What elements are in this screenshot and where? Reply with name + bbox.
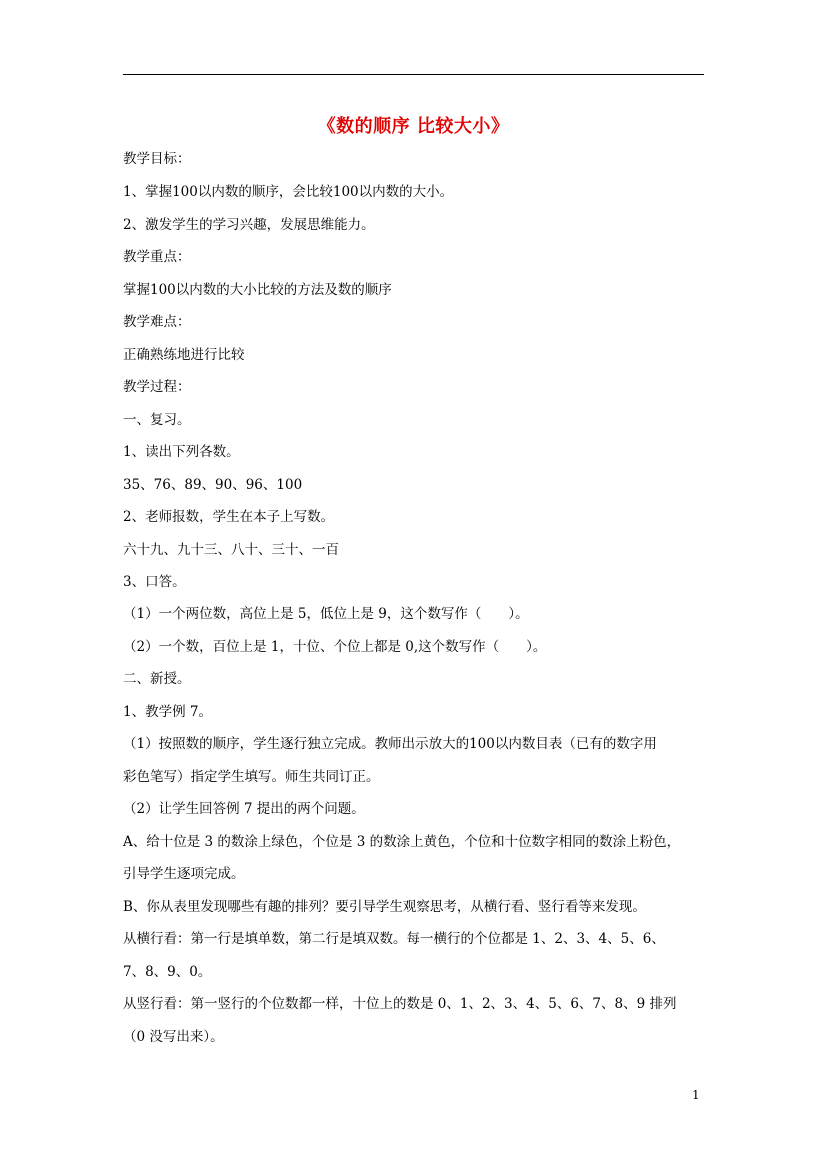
text-line: （2）一个数，百位上是 1，十位、个位上都是 0,这个数写作（ ）。: [123, 639, 547, 655]
page-number: 1: [692, 1088, 700, 1102]
text-line: 一、复习。: [123, 412, 191, 428]
text-line: 3、口答。: [123, 574, 186, 590]
text-line: 彩色笔写）指定学生填写。师生共同订正。: [123, 769, 380, 785]
text-line: 2、激发学生的学习兴趣，发展思维能力。: [123, 217, 375, 233]
text-line: （2）让学生回答例 7 提出的两个问题。: [123, 801, 365, 817]
header-rule: [123, 74, 704, 75]
text-line: 1、教学例 7。: [123, 704, 212, 720]
text-line: 掌握100以内数的大小比较的方法及数的顺序: [123, 282, 392, 298]
text-line: 7、8、9、0。: [123, 964, 212, 980]
text-line: 1、掌握100以内数的顺序，会比较100以内数的大小。: [123, 184, 454, 200]
text-line: 二、新授。: [123, 671, 191, 687]
document-title: 《数的顺序 比较大小》: [317, 116, 510, 137]
text-line: （1）一个两位数，高位上是 5，低位上是 9，这个数写作（ ）。: [123, 606, 529, 622]
text-line: 教学重点：: [123, 249, 191, 265]
text-line: （0 没写出来）。: [123, 1029, 224, 1045]
text-line: 从横行看：第一行是填单数，第二行是填双数。每一横行的个位都是 1、2、3、4、5、6、: [123, 931, 665, 947]
text-line: 教学过程：: [123, 379, 191, 395]
text-line: 引导学生逐项完成。: [123, 866, 245, 882]
text-line: 从竖行看：第一竖行的个位数都一样，十位上的数是 0、1、2、3、4、5、6、7、8、9 排列: [123, 996, 677, 1012]
text-line: 2、老师报数，学生在本子上写数。: [123, 509, 335, 525]
text-line: 教学目标：: [123, 151, 191, 167]
text-line: （1）按照数的顺序，学生逐行独立完成。教师出示放大的100以内数目表（已有的数字用: [123, 736, 657, 752]
text-line: 正确熟练地进行比较: [123, 347, 245, 363]
text-line: 1、读出下列各数。: [123, 444, 240, 460]
text-line: A、给十位是 3 的数涂上绿色，个位是 3 的数涂上黄色，个位和十位数字相同的数涂上粉色，: [123, 834, 681, 850]
text-line: 35、76、89、90、96、100: [123, 477, 303, 493]
text-line: 六十九、九十三、八十、三十、一百: [123, 542, 339, 558]
text-line: B、你从表里发现哪些有趣的排列？要引导学生观察思考，从横行看、竖行看等来发现。: [123, 899, 646, 915]
text-line: 教学难点：: [123, 314, 191, 330]
